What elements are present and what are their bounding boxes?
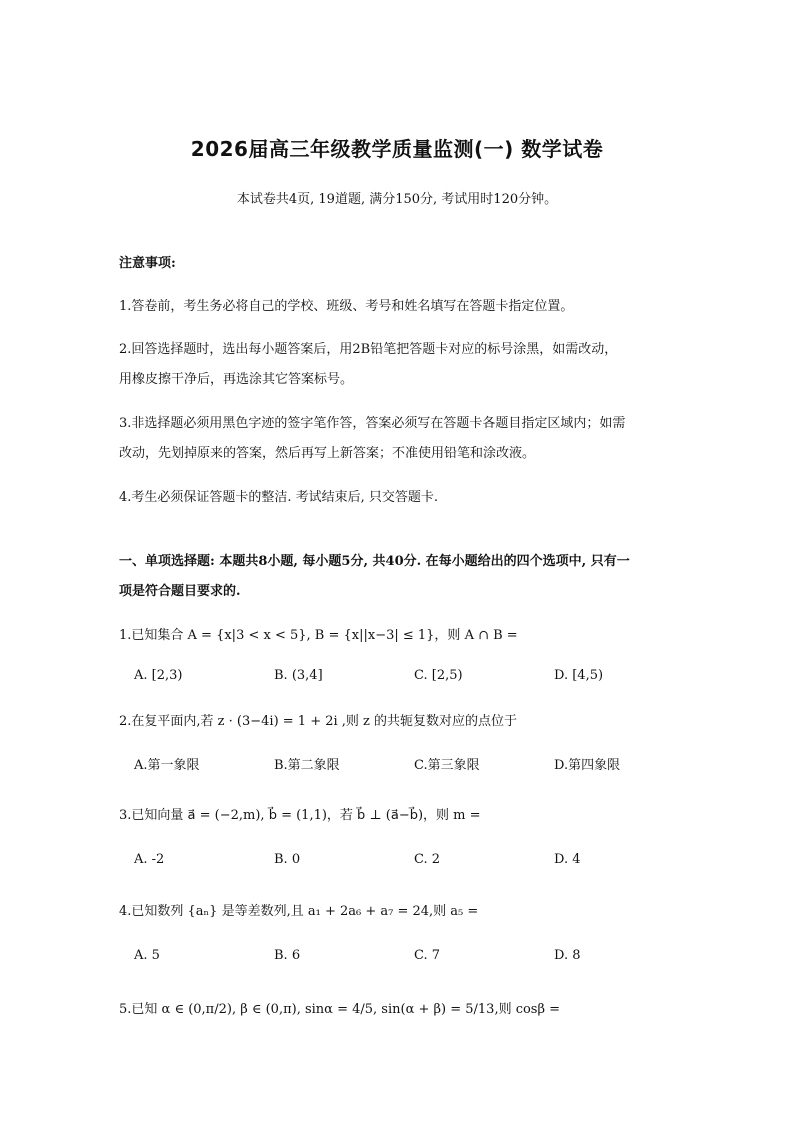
question-stem: 2.在复平面内,若 z · (3−4i) = 1 + 2i ,则 z 的共轭复数对应的点位于 — [119, 714, 518, 729]
notice-item: 3.非选择题必须用黑色字迹的签字笔作答，答案必须写在答题卡各题目指定区域内；如需 — [119, 416, 626, 431]
option-a: A. 5 — [134, 948, 160, 963]
option-a: A. [2,3) — [134, 668, 183, 683]
option-b: B. (3,4] — [274, 668, 323, 683]
notice-item: 用橡皮擦干净后，再选涂其它答案标号。 — [119, 372, 354, 387]
notice-item: 4.考生必须保证答题卡的整洁. 考试结束后, 只交答题卡. — [119, 490, 439, 505]
exam-subtitle: 本试卷共4页, 19道题, 满分150分, 考试用时120分钟。 — [236, 192, 558, 207]
notice-item: 1.答卷前，考生务必将自己的学校、班级、考号和姓名填写在答题卡指定位置。 — [119, 299, 574, 314]
option-b: B.第二象限 — [274, 758, 340, 773]
notice-heading: 注意事项: — [119, 256, 176, 271]
option-d: D. 8 — [554, 948, 581, 963]
option-b: B. 0 — [274, 852, 301, 867]
section-heading-cont: 项是符合题目要求的. — [119, 584, 241, 599]
question-stem: 1.已知集合 A = {x|3 < x < 5}, B = {x||x−3| ≤ 1}，则 A ∩ B = — [119, 628, 518, 643]
notice-item: 2.回答选择题时，选出每小题答案后，用2B铅笔把答题卡对应的标号涂黑，如需改动， — [119, 342, 618, 357]
option-a: A.第一象限 — [134, 758, 200, 773]
option-c: C. [2,5) — [414, 668, 463, 683]
option-d: D.第四象限 — [554, 758, 621, 773]
question-stem: 5.已知 α ∈ (0,π/2), β ∈ (0,π), sinα = 4/5, sin(α + β) = 5/13,则 cosβ = — [119, 1002, 561, 1017]
option-a: A. -2 — [134, 852, 165, 867]
question-stem: 3.已知向量 a⃗ = (−2,m), b⃗ = (1,1)，若 b⃗ ⊥ (a⃗−b⃗)，则 m = — [119, 808, 481, 823]
option-b: B. 6 — [274, 948, 301, 963]
option-c: C. 2 — [414, 852, 441, 867]
notice-item: 改动，先划掉原来的答案，然后再写上新答案；不准使用铅笔和涂改液。 — [119, 446, 536, 461]
option-d: D. 4 — [554, 852, 581, 867]
page-title: 2026届高三年级教学质量监测(一) 数学试卷 — [190, 137, 604, 161]
option-c: C. 7 — [414, 948, 441, 963]
question-stem: 4.已知数列 {aₙ} 是等差数列,且 a₁ + 2a₆ + a₇ = 24,则 a₅ = — [119, 904, 479, 919]
section-heading: 一、单项选择题: 本题共8小题, 每小题5分, 共40分. 在每小题给出的四个选项中, 只有一 — [119, 554, 630, 569]
option-d: D. [4,5) — [554, 668, 604, 683]
option-c: C.第三象限 — [414, 758, 480, 773]
